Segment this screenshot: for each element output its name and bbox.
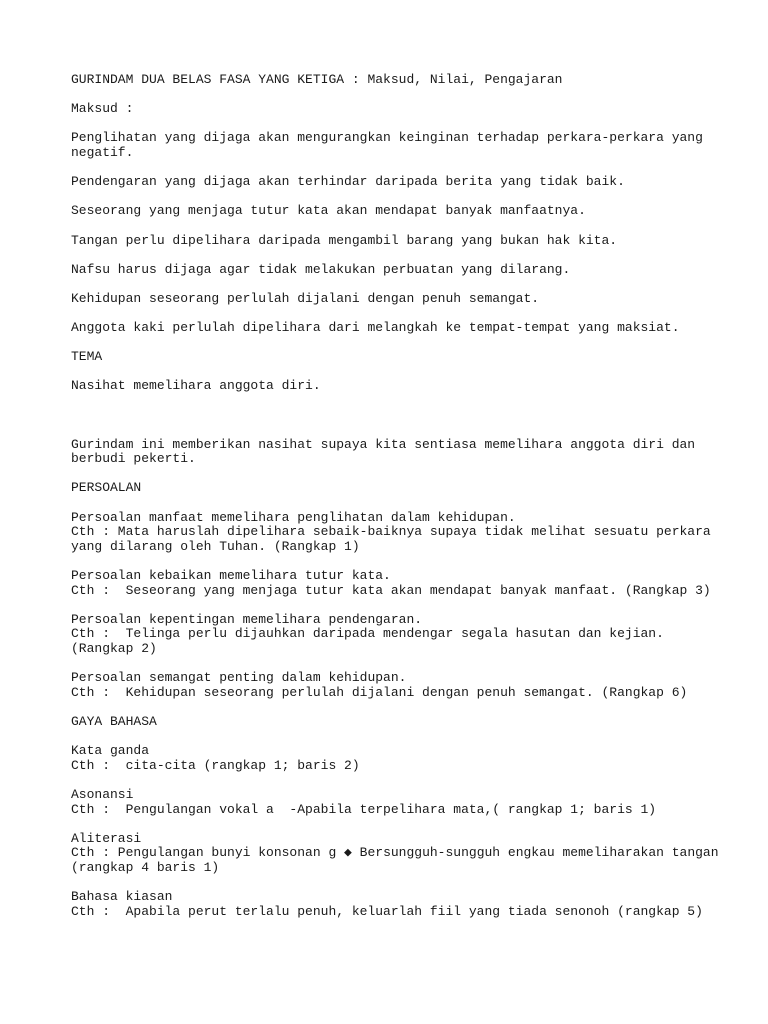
paragraph: [71, 234, 731, 249]
paragraph: [71, 613, 731, 657]
paragraph: [71, 832, 731, 876]
text-line: Cth : Mata haruslah dipelihara sebaik-baiknya supaya tidak melihat sesuatu perkara: [71, 524, 711, 540]
text-line: Persoalan kebaikan memelihara tutur kata.: [71, 568, 391, 583]
text-line: yang dilarang oleh Tuhan. (Rangkap 1): [71, 538, 360, 554]
paragraph: [71, 715, 731, 730]
paragraph: [71, 131, 731, 160]
text-line: Cth : Seseorang yang menjaga tutur kata akan mendapat banyak manfaat. (Rangkap 3): [71, 582, 711, 598]
paragraph: [71, 379, 731, 394]
text-line: Bahasa kiasan: [71, 889, 173, 905]
paragraph: [71, 175, 731, 190]
text-line: Cth : Telinga perlu dijauhkan daripada mendengar segala hasutan dan kejian.: [71, 626, 664, 642]
text-line: negatif.: [71, 144, 134, 160]
text-line: Cth : Pengulangan vokal a -Apabila terpelihara mata,( rangkap 1; baris 1): [71, 801, 657, 817]
paragraph: [71, 350, 731, 365]
paragraph: [71, 73, 731, 88]
paragraph: [71, 292, 731, 307]
text-line: Cth : cita-cita (rangkap 1; baris 2): [71, 757, 360, 773]
text-line: berbudi pekerti.: [71, 451, 196, 467]
paragraph: [71, 102, 731, 117]
text-line: Cth : Apabila perut terlalu penuh, keluarlah fiil yang tiada senonoh (rangkap 5): [71, 903, 703, 919]
text-line: Asonansi: [71, 786, 134, 802]
text-line: (Rangkap 2): [71, 640, 157, 656]
paragraph: [71, 321, 731, 336]
text-line: PERSOALAN: [71, 480, 142, 496]
text-line: Anggota kaki perlulah dipelihara dari melangkah ke tempat-tempat yang maksiat.: [71, 320, 680, 336]
text-line: Cth : Kehidupan seseorang perlulah dijalani dengan penuh semangat. (Rangkap 6): [71, 684, 688, 700]
paragraph: [71, 744, 731, 773]
text-line: Kata ganda: [71, 743, 150, 759]
text-line: GURINDAM DUA BELAS FASA YANG KETIGA : Maksud, Nilai, Pengajaran: [71, 72, 563, 87]
text-line: Nasihat memelihara anggota diri.: [71, 378, 321, 394]
text-line: Gurindam ini memberikan nasihat supaya kita sentiasa memelihara anggota diri dan: [71, 436, 696, 452]
paragraph: [71, 481, 731, 496]
text-line: Persoalan manfaat memelihara penglihatan dalam kehidupan.: [71, 509, 516, 525]
paragraph: [71, 511, 731, 555]
paragraph: [71, 438, 731, 467]
paragraph: [71, 890, 731, 919]
paragraph: [71, 569, 731, 598]
text-line: Persoalan kepentingan memelihara pendengaran.: [71, 611, 423, 627]
text-line: GAYA BAHASA: [71, 713, 157, 729]
paragraph: [71, 671, 731, 700]
text-line: Kehidupan seseorang perlulah dijalani dengan penuh semangat.: [71, 290, 540, 306]
document-body: [71, 73, 731, 934]
paragraph: [71, 263, 731, 278]
text-line: Persoalan semangat penting dalam kehidupan.: [71, 670, 407, 686]
paragraph: [71, 788, 731, 817]
text-line: Aliterasi: [71, 830, 142, 846]
text-line: Tangan perlu dipelihara daripada mengambil barang yang bukan hak kita.: [71, 232, 618, 248]
text-line: Pendengaran yang dijaga akan terhindar daripada berita yang tidak baik.: [71, 174, 625, 190]
text-line: Seseorang yang menjaga tutur kata akan mendapat banyak manfaatnya.: [71, 203, 586, 219]
text-line: TEMA: [71, 349, 103, 365]
text-line: Nafsu harus dijaga agar tidak melakukan perbuatan yang dilarang.: [71, 261, 571, 277]
text-line: (rangkap 4 baris 1): [71, 859, 220, 875]
text-line: Maksud :: [71, 101, 134, 117]
section-gap: [71, 409, 731, 438]
text-line: Penglihatan yang dijaga akan mengurangkan keinginan terhadap perkara-perkara yang: [71, 130, 703, 146]
paragraph: [71, 204, 731, 219]
text-line: Cth : Pengulangan bunyi konsonan g ◆ Bersungguh-sungguh engkau memeliharakan tangan: [71, 845, 719, 861]
